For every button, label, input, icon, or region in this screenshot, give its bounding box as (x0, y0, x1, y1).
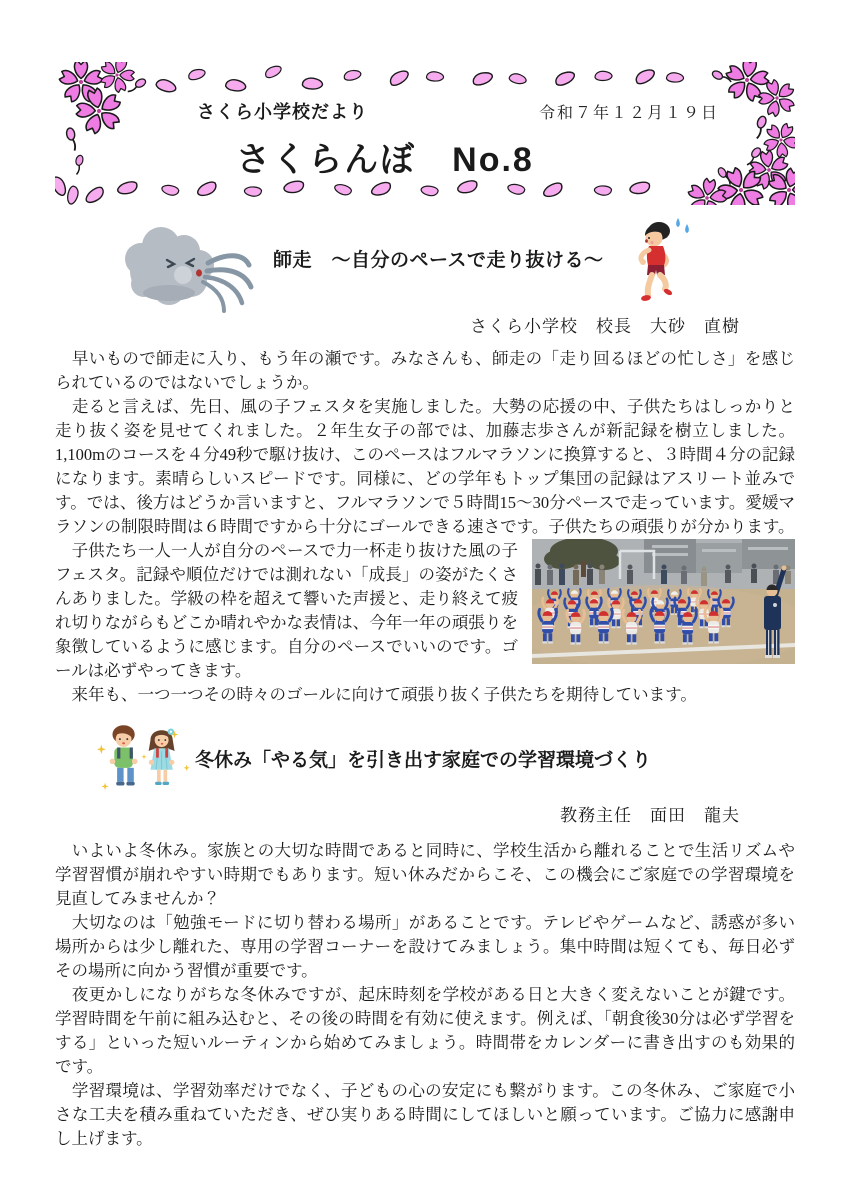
article1-author: さくら小学校 校長 大砂 直樹 (470, 317, 740, 336)
running-boy-icon (627, 215, 699, 305)
article-winter-study (55, 717, 795, 1151)
paragraph: 学習環境は、学習効率だけでなく、子どもの心の安定にも繋がります。この冬休み、ご家庭で小さな工夫を積み重ねていただき、ぜひ実りある時間にしてほしいと願っています。ご協力に感謝申し上げます。 (55, 1081, 795, 1148)
article1-body (55, 347, 795, 707)
paragraph: 走ると言えば、先日、風の子フェスタを実施しました。大勢の応援の中、子供たちはしっかりと走り抜く姿を見せてくれました。２年生女子の部では、加藤志歩さんが新記録を樹立しました。1,100mのコースを４分49秒で駆け抜け、このペースはフルマラソンに換算すると、３時間４分の記録になります。素晴らしいスピードです。同様に、どの学年もトップ集団の記録はアスリート並みです。では、後方はどうか言いますと、フルマラソンで５時間15～30分ペースで走っています。愛媛マラソンの制限時間は６時間ですから十分にゴールできる速さです。子供たちの頑張りが分かります。 (55, 397, 795, 536)
paragraph: いよいよ冬休み。家族との大切な時間であると同時に、学校生活から離れることで生活リズムや学習習慣が崩れやすい時期でもあります。短い休みだからこそ、この機会にご家庭での学習環境を見直してみませんか？ (55, 841, 795, 908)
schoolchildren-icon (93, 719, 195, 813)
newsletter-title: さくらんぼ No.8 (236, 141, 534, 179)
festa-photo (532, 539, 795, 664)
issue-date: 令和７年１２月１９日 (538, 105, 719, 122)
article-principal-message (55, 215, 795, 707)
article2-author: 教務主任 面田 龍夫 (560, 806, 740, 825)
wind-cloud-icon (111, 215, 261, 330)
paragraph: 来年も、一つ一つその時々のゴールに向けて頑張り抜く子供たちを期待しています。 (55, 685, 697, 704)
masthead-row (55, 62, 795, 124)
article2-body (55, 839, 795, 1151)
article2-header (55, 717, 795, 831)
article1-heading: 師走 ～自分のペースで走り抜ける～ (273, 250, 604, 271)
masthead (55, 62, 795, 205)
newsletter-name: さくら小学校だより (197, 102, 368, 122)
paragraph: 大切なのは「勉強モードに切り替わる場所」があることです。テレビやゲームなど、誘惑が多い場所からは少し離れた、専用の学習コーナーを設けてみましょう。集中時間は短くても、毎日必ずその場所に向かう習慣が重要です。 (55, 913, 795, 980)
paragraph: 夜更かしになりがちな冬休みですが、起床時刻を学校がある日と大きく変えないことが鍵です。学習時間を午前に組み込むと、その後の時間を有効に使えます。例えば、「朝食後30分は必ず学習をする」といった短いルーティンから始めてみましょう。時間帯をカレンダーに書き出すのも効果的です。 (55, 985, 795, 1076)
paragraph: 早いもので師走に入り、もう年の瀬です。みなさんも、師走の「走り回るほどの忙しさ」を感じられているのではないでしょうか。 (55, 349, 795, 392)
festa-photo-image (532, 539, 795, 664)
article1-header (55, 215, 795, 337)
paragraph: 子供たち一人一人が自分のペースで力一杯走り抜けた風の子フェスタ。記録や順位だけでは測れない「成長」の姿がたくさんありました。学級の枠を超えて響いた声援と、走り終えて疲れ切りながらもどこか晴れやかな表情は、今年一年の頑張りを象徴しているように感じます。自分のペースでいいのです。ゴールは必ずやってきます。 (55, 541, 518, 680)
article2-heading: 冬休み「やる気」を引き出す家庭での学習環境づくり (195, 750, 652, 771)
